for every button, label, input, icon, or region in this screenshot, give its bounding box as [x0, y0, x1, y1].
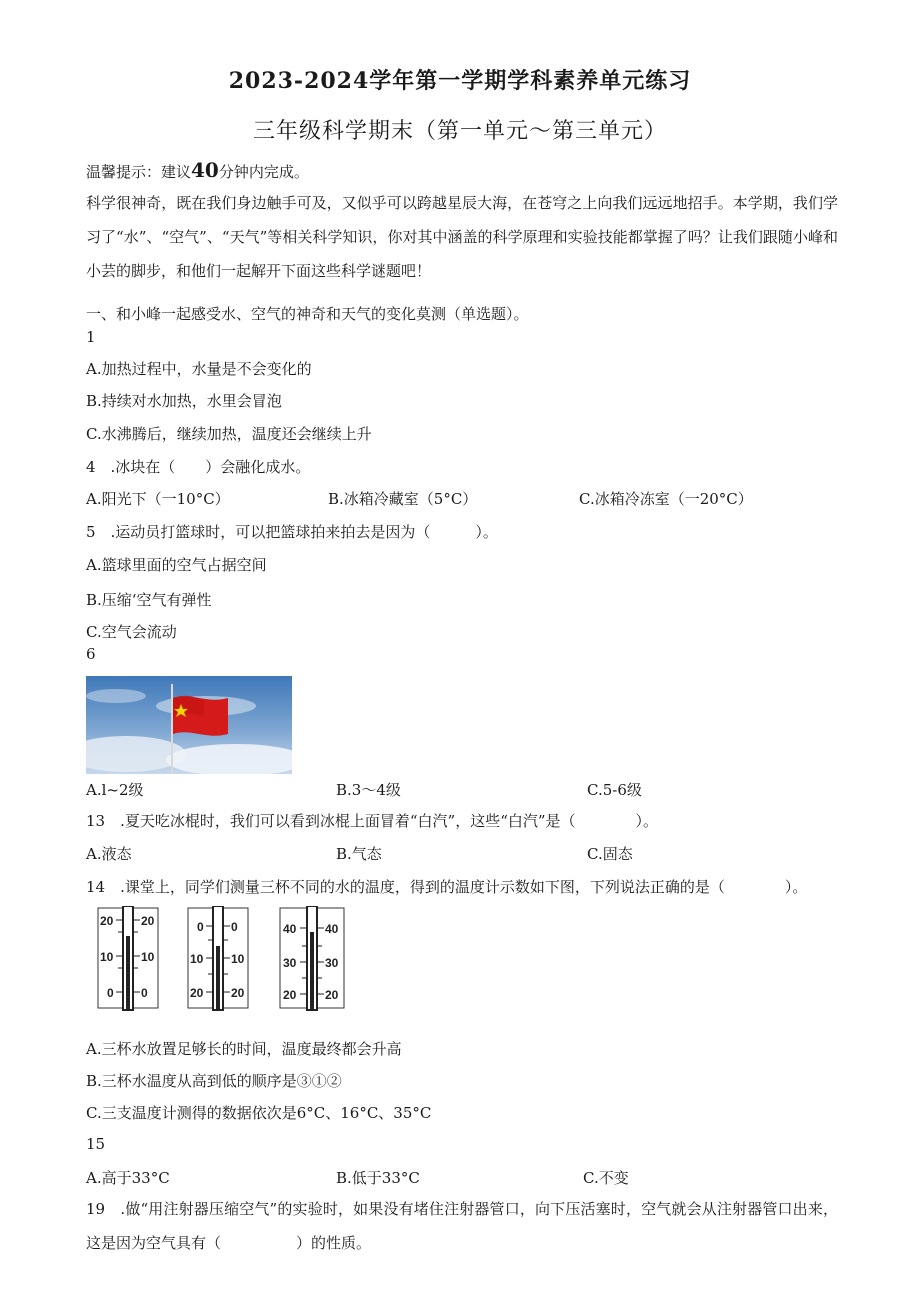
- thermometer-1-label-top-left: 20: [100, 914, 114, 928]
- thermometer-3-label-mid-right: 30: [325, 956, 339, 970]
- question-stem: 4 .冰块在（ ）会融化成水。: [86, 458, 311, 476]
- option-c: C.三支温度计测得的数据依次是6°C、16°C、35°C: [86, 1104, 432, 1122]
- option-a: A.篮球里面的空气占据空间: [86, 556, 267, 574]
- option-b: B.压缩‘空气有弹性: [86, 591, 212, 609]
- option-c: C.不变: [583, 1169, 629, 1187]
- question-stem: 14 .课堂上，同学们测量三杯不同的水的温度，得到的温度计示数如下图，下列说法正确的是（ ）。: [86, 878, 808, 896]
- option-a: A.l~2级: [86, 781, 144, 799]
- option-a: A.高于33°C: [86, 1169, 170, 1187]
- thermometer-2-label-mid-left: 10: [190, 952, 204, 966]
- option-a: A.液态: [86, 845, 132, 863]
- thermometer-1-label-mid-right: 10: [141, 950, 155, 964]
- tip-suffix: 分钟内完成。: [218, 163, 309, 181]
- question-stem: 13 .夏天吃冰棍时，我们可以看到冰棍上面冒着“白汽”，这些“白汽”是（ ）。: [86, 812, 659, 830]
- section-heading: 一、和小峰一起感受水、空气的神奇和天气的变化莫测（单选题）。: [86, 305, 529, 323]
- option-b: B.持续对水加热，水里会冒泡: [86, 392, 282, 410]
- tip-line: [86, 158, 309, 182]
- question-number: 6: [86, 645, 96, 663]
- option-c: C.5-6级: [587, 781, 642, 799]
- option-b: B.气态: [336, 845, 382, 863]
- option-b: B.低于33°C: [336, 1169, 420, 1187]
- thermometer-3-label-bottom-left: 20: [283, 988, 297, 1002]
- exam-title: 2023-2024学年第一学期学科素养单元练习: [228, 68, 692, 94]
- flag-photo: [86, 676, 292, 774]
- question-number: 1: [86, 328, 96, 346]
- thermometer-1-label-top-right: 20: [141, 914, 155, 928]
- option-c: C.冰箱冷冻室（一20°C）: [579, 490, 753, 508]
- option-c: C.固态: [587, 845, 633, 863]
- thermometer-1-label-mid-left: 10: [100, 950, 114, 964]
- question-stem: 19 .做“用注射器压缩空气”的实验时，如果没有堵住注射器管口，向下压活塞时，空气就会从注射器管口出来，这是因为空气具有（ ）的性质。: [86, 1200, 838, 1252]
- thermometer-1-label-bottom-left: 0: [107, 986, 114, 1000]
- thermometer-2: [188, 906, 248, 1010]
- option-c: C.水沸腾后，继续加热，温度还会继续上升: [86, 425, 372, 443]
- tip-prefix: 温馨提示：建议: [86, 163, 192, 181]
- thermometer-2-label-bottom-right: 20: [231, 986, 245, 1000]
- thermometer-1-label-bottom-right: 0: [141, 986, 148, 1000]
- question-stem: 5 .运动员打篮球时，可以把篮球拍来拍去是因为（ ）。: [86, 523, 498, 541]
- thermometer-2-label-mid-right: 10: [231, 952, 245, 966]
- option-b: B.3～4级: [336, 781, 401, 799]
- thermometer-3-label-mid-left: 30: [283, 956, 297, 970]
- thermometer-2-label-top-left: 0: [197, 920, 204, 934]
- option-a: A.三杯水放置足够长的时间，温度最终都会升高: [86, 1040, 402, 1058]
- thermometer-3: [280, 906, 344, 1010]
- option-b: B.三杯水温度从高到低的顺序是③①②: [86, 1072, 342, 1090]
- thermometer-2-label-bottom-left: 20: [190, 986, 204, 1000]
- exam-subtitle: 三年级科学期末（第一单元～第三单元）: [252, 119, 667, 144]
- tip-minutes: 40: [191, 158, 219, 182]
- thermometer-3-label-top-right: 40: [325, 922, 339, 936]
- question-number: 15: [86, 1135, 106, 1153]
- thermometer-3-label-top-left: 40: [283, 922, 297, 936]
- thermometer-figure: [90, 906, 360, 1016]
- thermometer-2-label-top-right: 0: [231, 920, 238, 934]
- thermometer-3-label-bottom-right: 20: [325, 988, 339, 1002]
- option-a: A.加热过程中，水量是不会变化的: [86, 360, 312, 378]
- option-b: B.冰箱冷藏室（5°C）: [328, 490, 478, 508]
- thermometer-1: [98, 906, 158, 1010]
- option-c: C.空气会流动: [86, 623, 177, 641]
- intro-paragraph: 科学很神奇，既在我们身边触手可及，又似乎可以跨越星辰大海，在苍穹之上向我们远远地招手。本学期，我们学习了“水”、“空气”、“天气”等相关科学知识，你对其中涵盖的科学原理和实验技能都掌握了吗？让我们跟随小峰和小芸的脚步，和他们一起解开下面这些科学谜题吧！: [86, 194, 838, 280]
- option-a: A.阳光下（一10°C）: [86, 490, 230, 508]
